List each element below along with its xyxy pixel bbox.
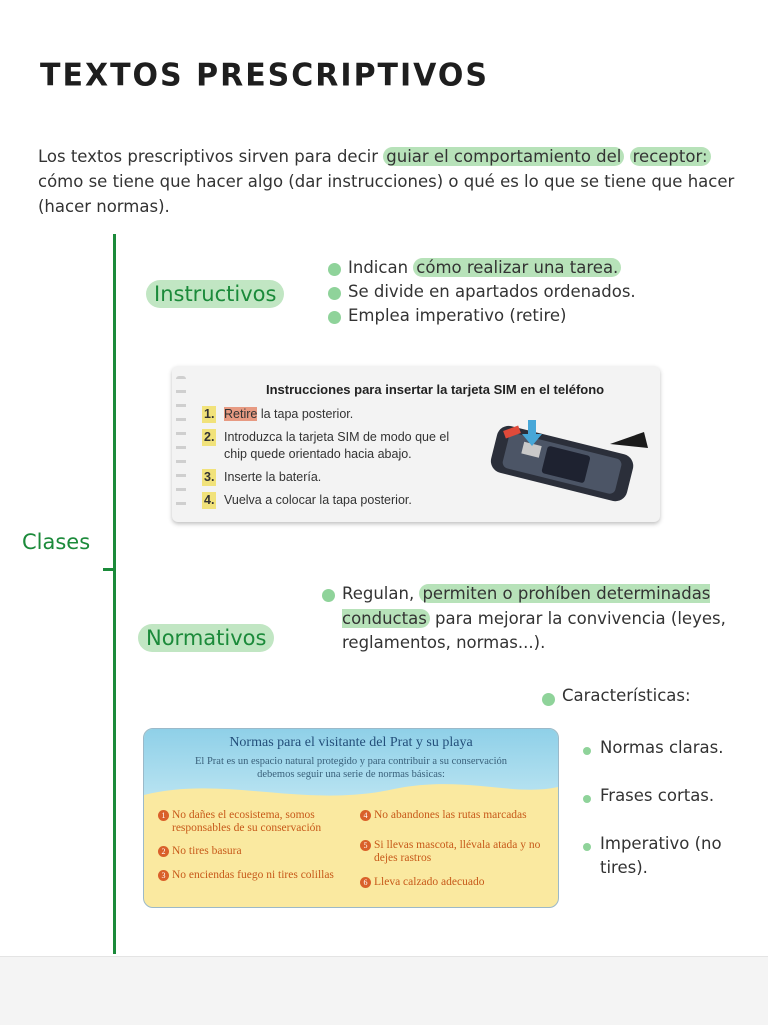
list-item: Emplea imperativo (retire): [328, 304, 728, 328]
instructions-steps: [202, 406, 452, 515]
intro-text-1: Los textos prescriptivos sirven para decir: [38, 147, 384, 166]
rule-item: 6 Lleva calzado adecuado: [360, 876, 559, 889]
list-item: Imperativo (no tires).: [580, 832, 750, 880]
page-title: TEXTOS PRESCRIPTIVOS: [40, 57, 489, 94]
list-item: 1. Retire la tapa posterior.: [204, 407, 354, 421]
caracteristicas-heading: [542, 686, 742, 705]
rules-title: Normas para el visitante del Prat y su playa: [229, 735, 473, 750]
caracteristicas-list: [580, 736, 750, 880]
rules-subtitle: El Prat es un espacio natural protegido y para contribuir a su conservación debemos seguir una serie de normas básicas:: [195, 756, 507, 780]
intro-paragraph: [38, 144, 738, 219]
list-item: Indican cómo realizar una tarea.: [328, 256, 728, 280]
rule-item: 3 No enciendas fuego ni tires colillas: [158, 869, 362, 882]
list-item: Se divide en apartados ordenados.: [328, 280, 728, 304]
list-item: Normas claras.: [580, 736, 750, 760]
list-item: 2. Introduzca la tarjeta SIM de modo que el chip quede orientado hacia abajo.: [204, 430, 450, 461]
intro-text-2: cómo se tiene que hacer algo (dar instrucciones) o qué es lo que se tiene que hacer (hacer normas).: [38, 172, 735, 216]
rule-item: 2 No tires basura: [158, 845, 362, 858]
intro-highlight-1: guiar el comportamiento del: [383, 147, 624, 166]
rule-item: 4 No abandones las rutas marcadas: [360, 809, 559, 822]
instructivos-bullets: [328, 256, 728, 328]
rule-item: 1 No dañes el ecosistema, somos responsables de su conservación: [158, 809, 362, 835]
list-item: Características:: [542, 686, 742, 705]
rule-item: 5 Si llevas mascota, llévala atada y no dejes rastros: [360, 839, 559, 865]
rules-card: [143, 728, 559, 908]
intro-highlight-2: receptor:: [630, 147, 711, 166]
tree-trunk-line: [113, 234, 116, 954]
instructions-title: Instrucciones para insertar la tarjeta SIM en el teléfono: [266, 382, 605, 397]
page-bottom-margin: [0, 956, 768, 1025]
list-item: 3. Inserte la batería.: [204, 470, 322, 484]
instructions-card: [172, 366, 660, 522]
list-item: 4. Vuelva a colocar la tapa posterior.: [204, 493, 412, 507]
branch-instructivos: Instructivos: [146, 280, 284, 308]
list-item: Regulan, permiten o prohíben determinadas conductas para mejorar la convivencia (leyes, reglamentos, normas...).: [322, 582, 742, 656]
branch-normativos: Normativos: [138, 624, 274, 652]
phone-sim-illustration: [484, 414, 650, 504]
tree-root-label: Clases: [22, 530, 91, 554]
list-item: Frases cortas.: [580, 784, 750, 808]
tree-branch-tick: [103, 568, 116, 571]
notebook-rings: [176, 376, 186, 512]
normativos-bullets: [322, 582, 742, 656]
